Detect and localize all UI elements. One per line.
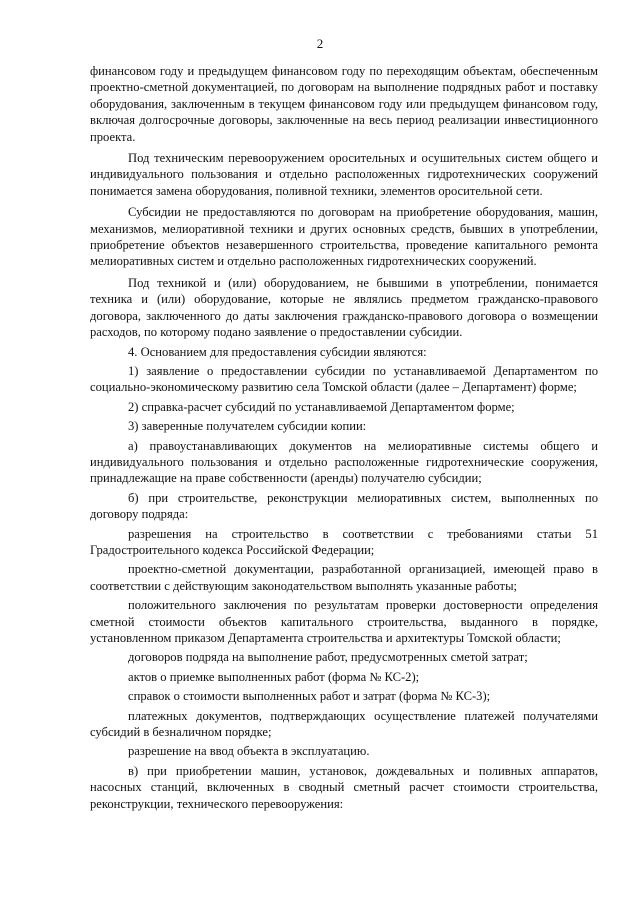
doc-item-acceptance-acts: актов о приемке выполненных работ (форма № КС-2); [128, 669, 420, 684]
sub-item-a-title-documents: а) правоустанавливающих документов на мелиоративные системы общего и индивидуального пользования и отдельно расположенные гидротехнические сооружения, принадлежащие на праве собственности (аренды) получателю субсидии; [90, 438, 598, 486]
list-item-2-calculation: 2) справка-расчет субсидий по устанавливаемой Департаментом форме; [128, 399, 515, 414]
paragraph-section-4-heading: 4. Основанием для предоставления субсидии являются: [128, 344, 427, 359]
paragraph-continuation: финансовом году и предыдущем финансовом году по переходящим объектам, обеспеченным проектно-сметной документацией, по договорам на выполнение подрядных работ и поставку оборудования, заключенным в текущем финансовом году или предыдущем финансовом году, включая долгосрочные договоры, заключенные на весь период реализации инвестиционного проекта. [90, 64, 598, 144]
paragraph-technical-reequipment: Под техническим перевооружением оросительных и осушительных систем общего и индивидуального пользования и отдельно расположенных гидротехнических сооружений понимается замена оборудования, поливной техники, элементов оросительной сети. [90, 151, 598, 198]
paragraph-subsidy-exclusions: Субсидии не предоставляются по договорам на приобретение оборудования, машин, механизмов, мелиоративной техники и других основных средств, бывших в употреблении, приобретение объектов незавершенного строительства, проведение капитального ремонта мелиоративных систем и отдельно расположенных гидротехнических сооружений. [90, 205, 598, 269]
document-body [90, 63, 598, 812]
doc-item-positive-conclusion: положительного заключения по результатам проверки достоверности определения сметной стоимости объектов капитального строительства, выданного в порядке, установленном приказом Департамента строительства и архитектуры Томской области; [90, 598, 598, 645]
doc-item-commissioning-permit: разрешение на ввод объекта в эксплуатацию. [128, 744, 370, 759]
sub-item-v-equipment-purchase: в) при приобретении машин, установок, дождевальных и поливных аппаратов, насосных станций, включенных в сводный сметный расчет стоимости строительства, реконструкции, технического перевооружения: [90, 763, 598, 811]
list-item-3-certified-copies: 3) заверенные получателем субсидии копии: [128, 419, 367, 434]
doc-item-contracts: договоров подряда на выполнение работ, предусмотренных сметой затрат; [128, 650, 528, 665]
doc-item-building-permit: разрешения на строительство в соответствии с требованиями статьи 51 Градостроительного кодекса Российской Федерации; [90, 526, 598, 557]
doc-item-design-documentation: проектно-сметной документации, разработанной организацией, имеющей право в соответствии с действующим законодательством выполнять указанные работы; [90, 562, 598, 593]
page-number: 2 [316, 36, 324, 51]
doc-item-payment-documents: платежных документов, подтверждающих осуществление платежей получателями субсидий в безналичном порядке; [90, 708, 598, 740]
sub-item-b-construction: б) при строительстве, реконструкции мелиоративных систем, выполненных по договору подряда: [90, 490, 598, 522]
doc-item-cost-statements: справок о стоимости выполненных работ и затрат (форма № КС-3); [128, 689, 491, 704]
list-item-1-application: 1) заявление о предоставлении субсидии по устанавливаемой Департаментом по социально-экономическому развитию села Томской области (далее – Департамент) форме; [90, 363, 598, 395]
paragraph-unused-equipment: Под техникой и (или) оборудованием, не бывшими в употреблении, понимается техника и (или) оборудование, которые не являлись предметом гражданско-правового договора, заключенного до даты заключения гражданско-правового договора о возмещении расходов, по которому подано заявление о предоставлении субсидии. [90, 275, 598, 340]
